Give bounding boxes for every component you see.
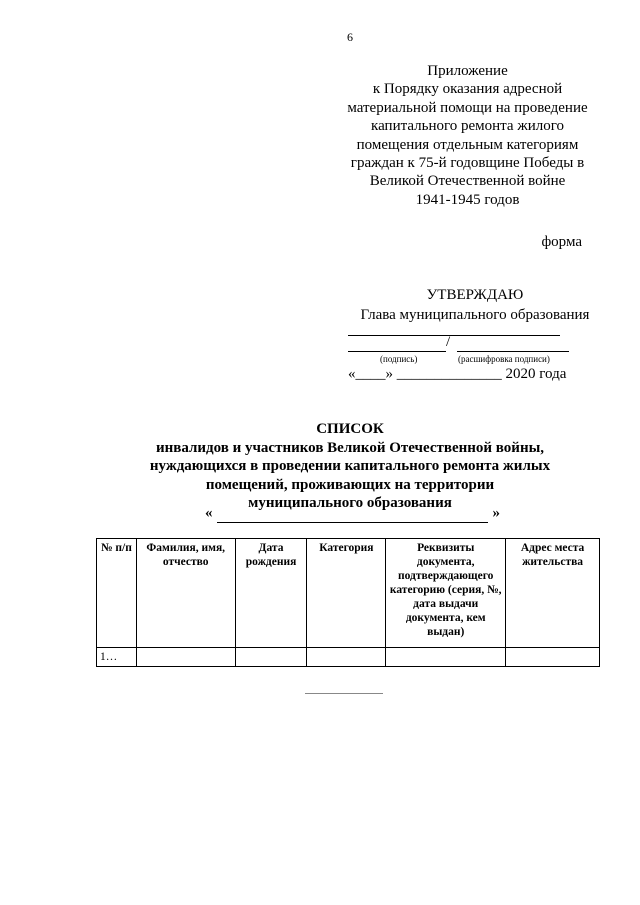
table-cell xyxy=(506,648,600,667)
appendix-line: к Порядку оказания адресной xyxy=(372,81,563,98)
table-cell: 1… xyxy=(97,648,137,667)
column-header-address: Адрес места жительства xyxy=(506,539,600,648)
table-cell xyxy=(136,648,235,667)
list-title xyxy=(100,420,600,513)
position-blank-line xyxy=(348,335,560,336)
appendix-line: капитального ремонта жилого xyxy=(371,118,564,135)
signature-decode-caption: (расшифровка подписи) xyxy=(458,354,550,364)
municipality-name-field xyxy=(205,505,500,525)
page-number: 6 xyxy=(347,30,353,44)
table-row xyxy=(97,648,600,667)
list-heading: СПИСОК xyxy=(316,421,384,437)
appendix-line: граждан к 75-й годовщине Победы в xyxy=(350,155,585,172)
column-header-category: Категория xyxy=(307,539,386,648)
approval-position: Глава муниципального образования xyxy=(360,307,590,323)
list-title-line: инвалидов и участников Великой Отечественной войны, xyxy=(155,439,545,456)
approval-title: УТВЕРЖДАЮ xyxy=(426,287,524,303)
appendix-line: помещения отдельным категориям xyxy=(356,136,579,153)
column-header-number: № п/п xyxy=(97,539,137,648)
list-title-line: помещений, проживающих на территории xyxy=(205,476,495,493)
table-header-row xyxy=(97,539,600,648)
form-label: форма xyxy=(541,234,582,250)
table-cell xyxy=(307,648,386,667)
signature-separator: / xyxy=(446,334,451,350)
column-header-full-name: Фамилия, имя, отчество xyxy=(136,539,235,648)
table-cell xyxy=(235,648,307,667)
appendix-line: 1941-1945 годов xyxy=(415,191,520,208)
open-quote: « xyxy=(205,505,213,521)
close-quote: » xyxy=(492,505,500,521)
appendix-line: материальной помощи на проведение xyxy=(347,99,588,116)
table-cell xyxy=(386,648,506,667)
appendix-heading xyxy=(335,62,600,209)
municipality-blank-line xyxy=(217,522,488,523)
footer-divider xyxy=(305,693,383,694)
signature-blank-line xyxy=(348,351,446,352)
signature-caption: (подпись) xyxy=(380,354,418,364)
approval-block xyxy=(330,285,620,325)
appendix-line: Приложение xyxy=(427,63,508,79)
appendix-line: Великой Отечественной войне xyxy=(369,173,566,190)
list-title-line: нуждающихся в проведении капитального ремонта жилых xyxy=(149,458,551,474)
approval-date-line: «____» ______________ 2020 года xyxy=(348,366,567,382)
records-table xyxy=(96,538,600,667)
column-header-birth-date: Дата рождения xyxy=(235,539,307,648)
column-header-document-details: Реквизиты документа, подтверждающего категорию (серия, №, дата выдачи документа, кем выдан) xyxy=(386,539,506,648)
signature-decode-blank-line xyxy=(457,351,569,352)
list-title-line: муниципального образования xyxy=(248,495,452,511)
